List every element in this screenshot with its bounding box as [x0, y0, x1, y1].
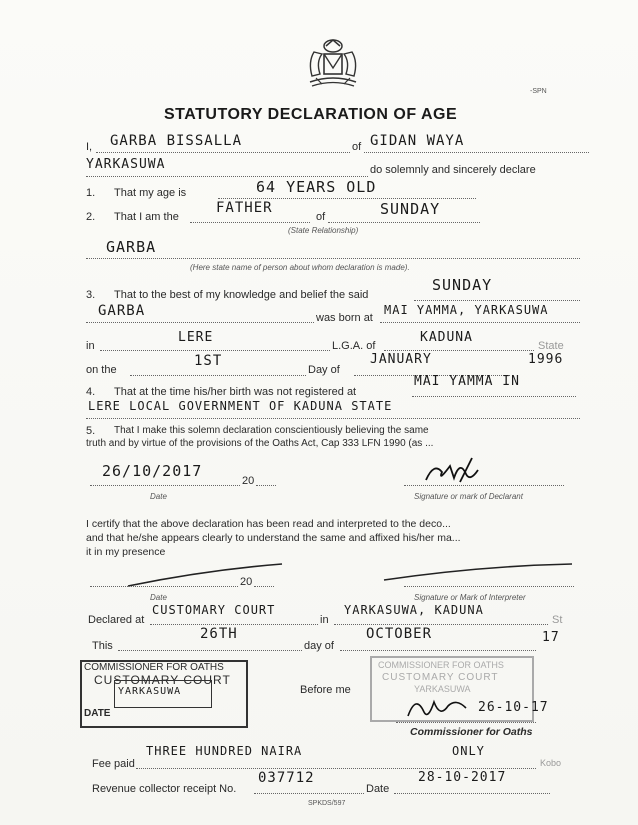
child-name-second: GARBA — [98, 303, 146, 319]
born-label: was born at — [316, 312, 373, 324]
registration-place-line2: LERE LOCAL GOVERNMENT OF KADUNA STATE — [88, 399, 393, 413]
day-of-label: Day of — [308, 364, 340, 376]
birth-month: JANUARY — [370, 352, 432, 367]
fee-suffix: Kobo — [540, 758, 562, 768]
declaration-date-label: Date — [150, 492, 167, 501]
certify-line3: it in my presence — [86, 546, 166, 558]
on-label: on the — [86, 364, 117, 376]
commissioner-date: 26-10-17 — [478, 700, 549, 715]
declarant-address-line2: YARKASUWA — [86, 157, 166, 172]
strike-line — [380, 560, 576, 582]
birth-year: 1996 — [528, 352, 564, 367]
declarant-signature-label: Signature or mark of Declarant — [414, 492, 523, 501]
stamp-left-line3: YARKASUWA — [118, 686, 182, 697]
fee-only: ONLY — [452, 744, 485, 758]
declarant-address: GIDAN WAYA — [370, 133, 465, 149]
stamp-left-line1: COMMISSIONER FOR OATHS — [84, 662, 224, 673]
item-number: 2. — [86, 211, 96, 223]
form-code-top: -SPN — [530, 88, 547, 95]
coat-of-arms-icon — [302, 38, 364, 94]
belief-label: That to the best of my knowledge and belief the said — [114, 289, 369, 301]
solemn-declaration-line1: That I make this solemn declaration conscientiously believing the same — [114, 425, 429, 436]
this-label: This — [92, 640, 113, 652]
certify-line2: and that he/she appears clearly to understand the same and affixed his/her ma... — [86, 532, 461, 544]
relationship-value: FATHER — [216, 200, 273, 216]
declarant-name: GARBA BISSALLA — [110, 133, 243, 149]
solemn-declaration-line2: truth and by virtue of the provisions of the Oaths Act, Cap 333 LFN 1990 (as ... — [86, 438, 434, 449]
declarant-prefix: I, — [86, 141, 93, 153]
stamp-inner-box — [114, 680, 212, 708]
interpreter-signature-label: Signature or Mark of Interpreter — [414, 593, 526, 602]
revenue-date: 28-10-2017 — [418, 770, 507, 785]
relationship-label: That I am the — [114, 211, 179, 223]
state-value: KADUNA — [420, 330, 473, 345]
child-name-first: SUNDAY — [432, 276, 493, 294]
declarant-signature — [420, 452, 490, 488]
declared-month: OCTOBER — [366, 626, 433, 642]
declared-place: CUSTOMARY COURT — [152, 603, 276, 617]
certify-date-label: Date — [150, 593, 167, 602]
declared-day: 26TH — [200, 626, 238, 642]
registration-label: That at the time his/her birth was not registered at — [114, 386, 357, 398]
declared-in-label: in — [320, 614, 329, 626]
stamp-left-date-label: DATE — [84, 708, 111, 719]
certify-year-suffix: 20 — [240, 576, 253, 588]
person-name-second: GARBA — [106, 238, 157, 256]
birth-day: 1ST — [194, 353, 223, 369]
declared-location: YARKASUWA, KADUNA — [344, 603, 484, 617]
revenue-label: Revenue collector receipt No. — [92, 783, 237, 795]
age-label: That my age is — [114, 187, 187, 199]
relationship-hint: (State Relationship) — [288, 226, 359, 235]
declarant-of-label: of — [352, 141, 362, 153]
solemnly-text: do solemnly and sincerely declare — [370, 164, 536, 176]
registration-place: MAI YAMMA IN — [414, 374, 520, 389]
document-title: STATUTORY DECLARATION OF AGE — [164, 106, 458, 123]
receipt-number: 037712 — [258, 770, 315, 786]
in-label: in — [86, 340, 95, 352]
commissioner-signature — [404, 690, 474, 724]
lga-label: L.G.A. of — [332, 340, 376, 352]
stamp-right-line3: YARKASUWA — [414, 684, 471, 694]
before-me-label: Before me — [300, 684, 351, 696]
day-of-label-2: day of — [304, 640, 334, 652]
footer-code: SPKDS/597 — [308, 800, 346, 807]
commissioner-signature-line — [396, 722, 536, 723]
stamp-left-line2: CUSTOMARY COURT — [94, 673, 231, 687]
item-number: 3. — [86, 289, 96, 301]
fee-value: THREE HUNDRED NAIRA — [146, 744, 303, 758]
relationship-of-label: of — [316, 211, 326, 223]
item-number: 1. — [86, 187, 96, 199]
declared-at-label: Declared at — [88, 614, 145, 626]
declaration-year-suffix: 20 — [242, 475, 255, 487]
declared-year: 17 — [542, 630, 560, 645]
state-label: State — [538, 340, 564, 352]
certify-line1: I certify that the above declaration has been read and interpreted to the deco... — [86, 518, 451, 530]
fee-label: Fee paid — [92, 758, 135, 770]
declaration-date: 26/10/2017 — [102, 462, 203, 480]
age-value: 64 YEARS OLD — [256, 178, 377, 196]
person-hint: (Here state name of person about whom declaration is made). — [190, 263, 410, 272]
item-number: 5. — [86, 425, 96, 437]
lga-value: LERE — [178, 330, 214, 345]
item-number: 4. — [86, 386, 96, 398]
commissioner-label: Commissioner for Oaths — [410, 726, 533, 738]
stamp-right-line2: CUSTOMARY COURT — [382, 672, 499, 683]
stamp-right-line1: COMMISSIONER FOR OATHS — [378, 660, 504, 670]
declared-state-label: St — [552, 614, 563, 626]
person-name-first: SUNDAY — [380, 200, 441, 218]
birth-place: MAI YAMMA, YARKASUWA — [384, 303, 549, 317]
revenue-date-label: Date — [366, 783, 390, 795]
